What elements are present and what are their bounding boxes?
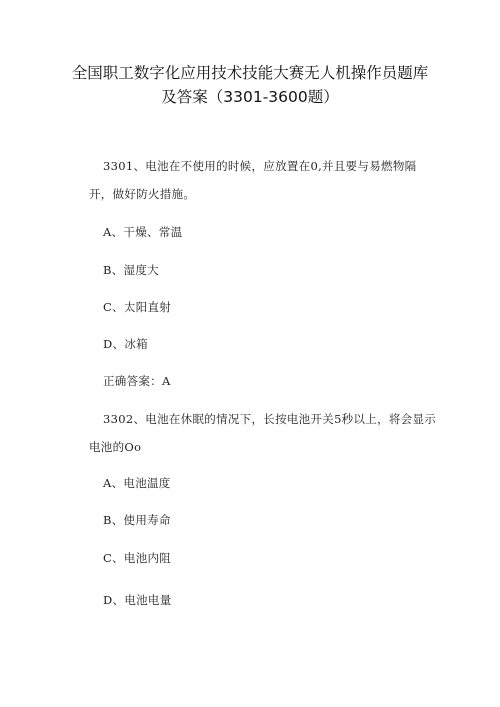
document-title-line-1: 全国职工数字化应用技术技能大赛无人机操作员题库 xyxy=(71,64,429,82)
question-3302-stem-line-1: 3302、电池在休眠的情况下，长按电池开关5秒以上，将会显示 xyxy=(103,412,437,426)
question-3302-option-b: B、使用寿命 xyxy=(103,513,171,527)
question-3302-option-a: A、电池温度 xyxy=(103,476,171,490)
question-3301-stem-line-2: 开，做好防火措施。 xyxy=(89,187,196,201)
question-3301-option-a: A、干燥、常温 xyxy=(103,225,183,239)
question-3302-stem-line-2: 电池的Oo xyxy=(89,440,142,454)
question-3301-stem-line-1: 3301、电池在不使用的时候，应放置在0,并且要与易燃物隔 xyxy=(103,159,417,173)
document-title-line-2: 及答案（3301-3600题） xyxy=(161,88,339,106)
question-3301-answer: 正确答案：A xyxy=(103,374,171,388)
question-3302-option-d: D、电池电量 xyxy=(103,593,172,607)
question-3302-option-c: C、电池内阻 xyxy=(103,551,172,565)
question-3301-option-d: D、冰箱 xyxy=(103,337,148,351)
question-3301-option-c: C、太阳直射 xyxy=(103,300,172,314)
question-3301-option-b: B、湿度大 xyxy=(103,263,159,277)
